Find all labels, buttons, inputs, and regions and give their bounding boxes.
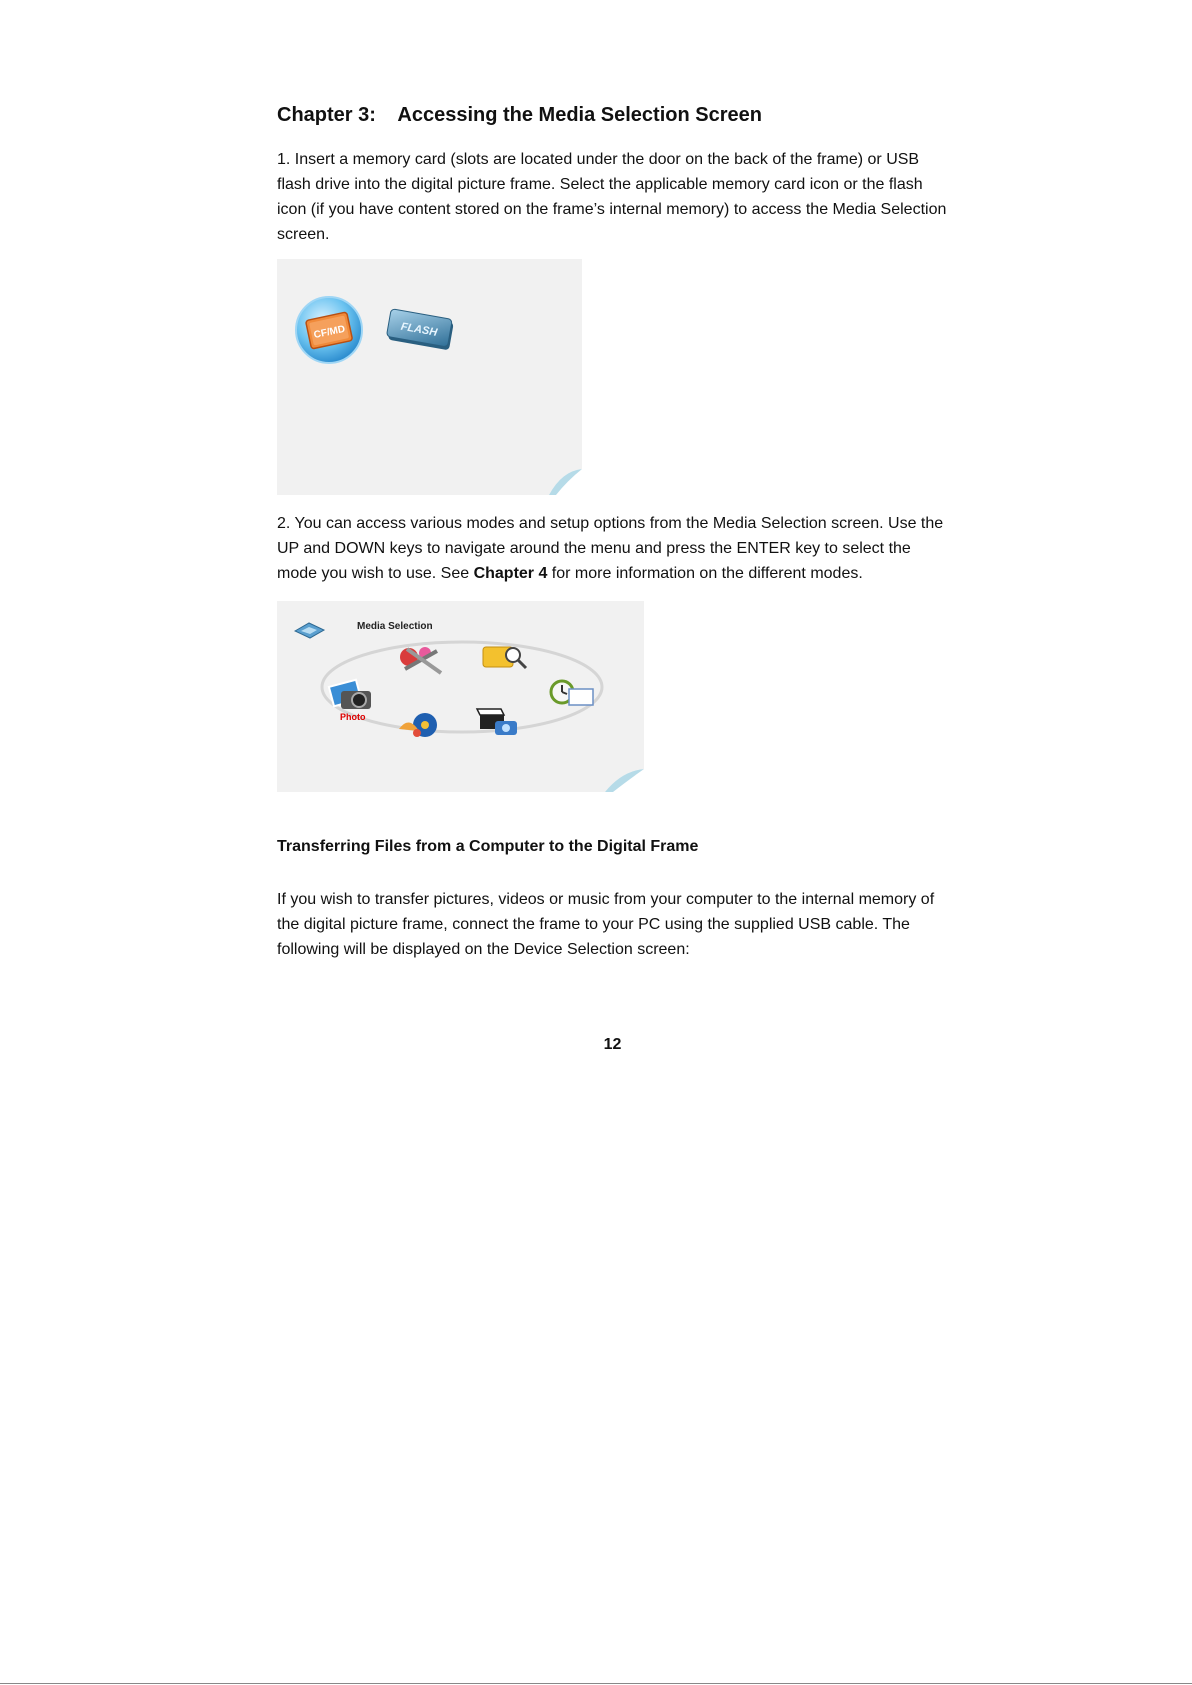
section-subheading: Transferring Files from a Computer to the Digital Frame (277, 838, 699, 855)
source-selection-screenshot (277, 259, 582, 495)
media-selection-graphic (277, 601, 644, 792)
card-source-icon[interactable] (295, 623, 324, 638)
chapter-4-reference: Chapter 4 (473, 565, 548, 582)
music-mode-icon[interactable] (399, 713, 437, 737)
page-curl-icon (605, 769, 644, 792)
step-2-text-b: for more information on the different modes. (547, 565, 863, 582)
page-curl-icon (549, 469, 582, 495)
photo-mode-icon[interactable] (329, 680, 371, 709)
page-number: 12 (603, 1036, 622, 1053)
media-selection-screenshot (277, 601, 644, 792)
source-selection-graphic (277, 259, 582, 495)
file-browser-icon[interactable] (483, 647, 526, 668)
media-selection-title: Media Selection (357, 621, 433, 632)
bottom-divider (0, 1683, 1192, 1684)
selected-mode-label: Photo (340, 712, 366, 722)
flash-memory-icon[interactable] (386, 309, 454, 351)
transfer-paragraph: If you wish to transfer pictures, videos or music from your computer to the internal memory of the digital picture frame, connect the frame to your PC using the supplied USB cable. The following will be displayed on the Device Selection screen: (277, 891, 935, 958)
cf-md-label: CF/MD (312, 323, 347, 342)
setup-tools-icon[interactable] (400, 647, 441, 673)
flash-label: FLASH (399, 320, 439, 339)
clock-calendar-icon[interactable] (551, 681, 593, 705)
step-2-text-a: 2. You can access various modes and setup options from the Media Selection screen. Use the UP and DOWN keys to navigate around the menu and press the ENTER key to select the mode you wish to use. See (277, 515, 944, 582)
step-2-paragraph (277, 511, 952, 586)
step-1-paragraph: 1. Insert a memory card (slots are located under the door on the back of the frame) or USB flash drive into the digital picture frame. Select the applicable memory card icon or the flash icon (if you have content stored on the frame’s internal memory) to access the Media Selection screen. (277, 151, 947, 243)
cf-md-card-icon[interactable] (296, 297, 362, 363)
chapter-heading: Chapter 3: Accessing the Media Selection Screen (277, 104, 762, 126)
